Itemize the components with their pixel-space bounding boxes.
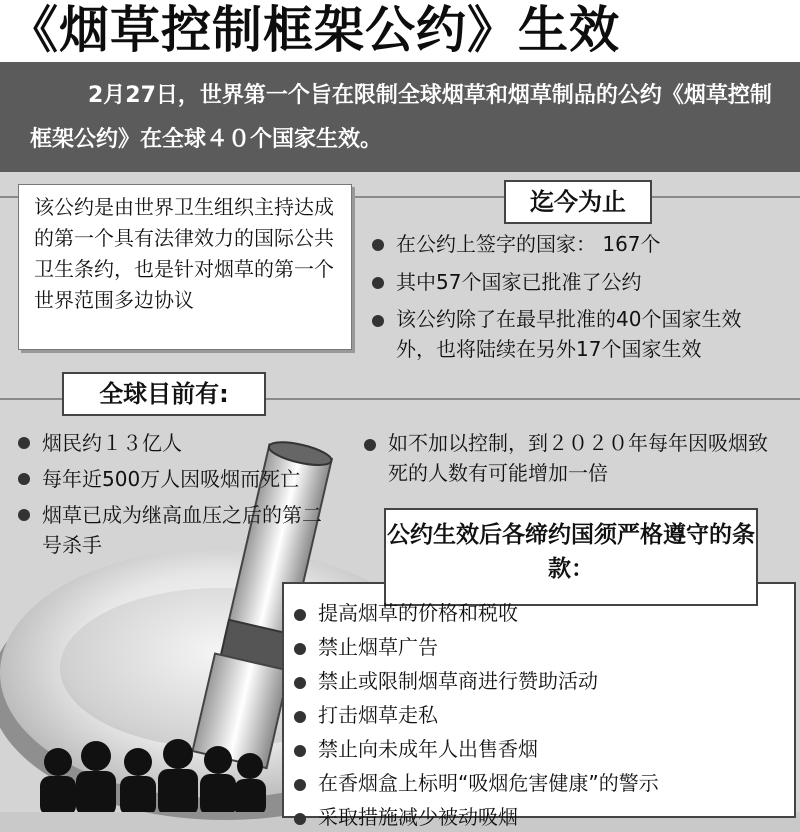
- list-item: 烟草已成为继高血压之后的第二号杀手: [14, 500, 332, 560]
- list-item: 禁止或限制烟草商进行赞助活动: [290, 666, 780, 696]
- terms-label: 公约生效后各缔约国须严格遵守的条款：: [384, 508, 758, 606]
- list-item: 提高烟草的价格和税收: [290, 598, 780, 628]
- list-item: 禁止向未成年人出售香烟: [290, 734, 780, 764]
- terms-list: [290, 598, 780, 832]
- description-text: 该公约是由世界卫生组织主持达成的第一个具有法律效力的国际公共卫生条约，也是针对烟草的第一个世界范围多边协议: [34, 195, 334, 312]
- list-item: 在公约上签字的国家： 167个: [368, 228, 778, 260]
- warning-list: [360, 428, 780, 488]
- so-far-list: [368, 228, 778, 364]
- list-item: 每年近500万人因吸烟而死亡: [14, 464, 374, 494]
- intro-text: 2月27日，世界第一个旨在限制全球烟草和烟草制品的公约《烟草控制框架公约》在全球４０个国家生效。: [30, 83, 772, 152]
- list-item: 在香烟盒上标明“吸烟危害健康”的警示: [290, 768, 780, 798]
- warning-text: 如不加以控制，到２０２０年每年因吸烟致死的人数有可能增加一倍: [360, 428, 780, 488]
- list-item: 烟民约１３亿人: [14, 428, 374, 458]
- list-item: 该公约除了在最早批准的40个国家生效外，也将陆续在另外17个国家生效: [368, 304, 778, 364]
- so-far-label: 迄今为止: [504, 180, 652, 224]
- list-item: 采取措施减少被动吸烟: [290, 802, 780, 832]
- global-label: 全球目前有:: [62, 372, 266, 416]
- global-list: [14, 428, 374, 560]
- list-item: 其中57个国家已批准了公约: [368, 266, 778, 298]
- list-item: 禁止烟草广告: [290, 632, 780, 662]
- page-title: 《烟草控制框架公约》生效: [8, 1, 620, 59]
- list-item: 打击烟草走私: [290, 700, 780, 730]
